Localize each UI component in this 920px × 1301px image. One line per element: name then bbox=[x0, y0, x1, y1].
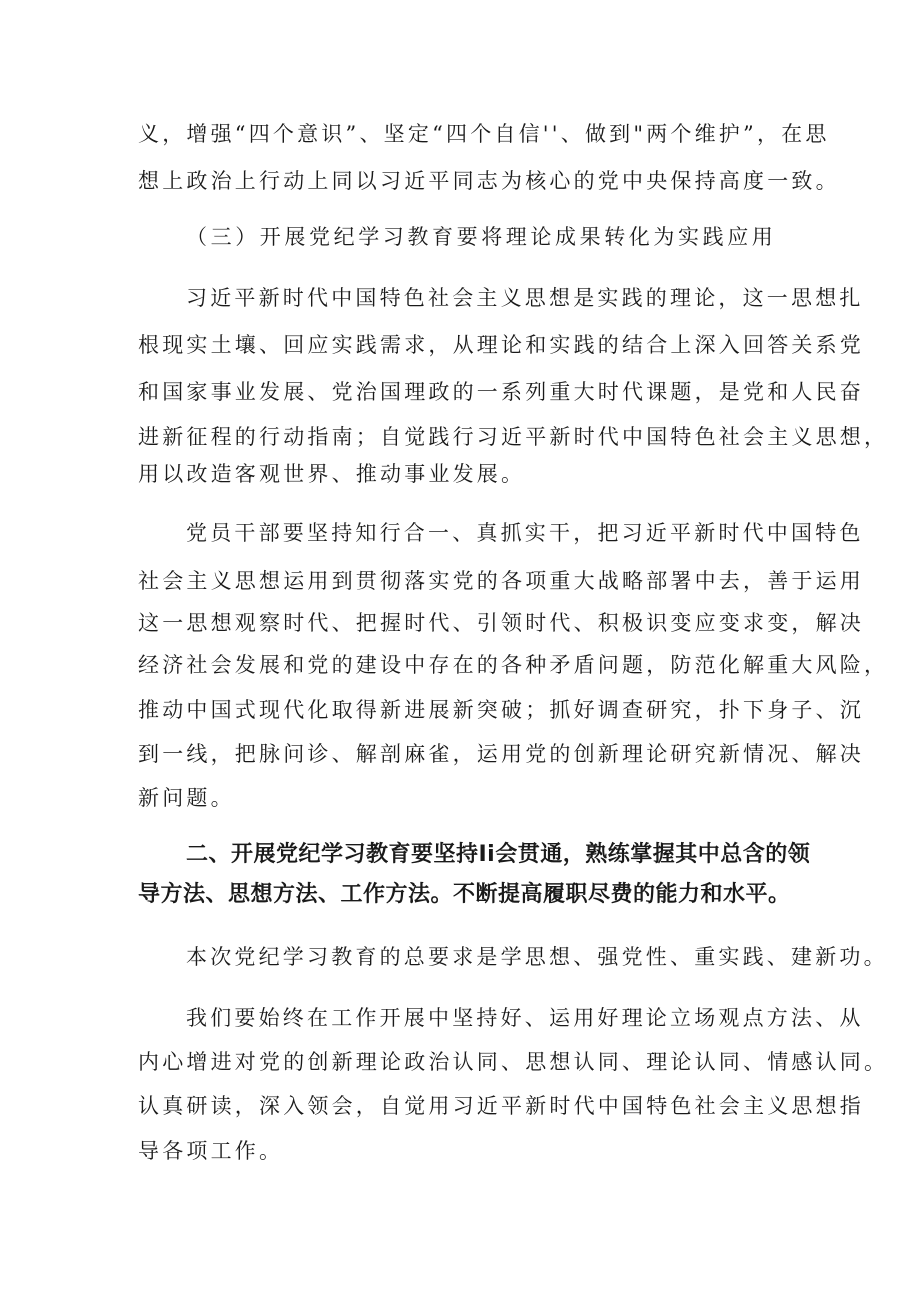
para2-line-5: 推动中国式现代化取得新进展新突破；抓好调查研究，扑下身子、沉 bbox=[138, 698, 864, 722]
para4-line-2: 内心增进对党的创新理论政治认同、思想认同、理论认同、情感认同。 bbox=[138, 1050, 889, 1074]
para2-line-2: 社会主义思想运用到贯彻落实党的各项重大战略部署中去，善于运用 bbox=[138, 569, 864, 593]
para4-line-1: 我们要始终在工作开展中坚持好、运用好理论立场观点方法、从 bbox=[186, 1006, 864, 1030]
intro-line-1: 义，增强“四个意识”、坚定“四个自信''、做到"两个维护”，在思 bbox=[138, 122, 830, 146]
para4-line-3: 认真研读，深入领会，自觉用习近平新时代中国特色社会主义思想指 bbox=[138, 1094, 864, 1118]
section-3-heading: （三）开展党纪学习教育要将理论成果转化为实践应用 bbox=[186, 225, 777, 249]
intro-line-2: 想上政治上行动上同以习近平同志为核心的党中央保持高度一致。 bbox=[138, 169, 840, 193]
para1-line-4: 进新征程的行动指南；自觉践行习近平新时代中国特色社会主义思想， bbox=[138, 425, 889, 449]
section-2-heading-line-1: 二、开展党纪学习教育要坚持Ii会贯通，熟练掌握其中总含的领 bbox=[186, 842, 811, 867]
para2-line-1: 党员干部要坚持知行合一、真抓实干，把习近平新时代中国特色 bbox=[186, 521, 864, 545]
para1-line-2: 根现实土壤、回应实践需求，从理论和实践的结合上深入回答关系党 bbox=[138, 333, 864, 357]
para1-line-3: 和国家事业发展、党治国理政的一系列重大时代课题，是党和人民奋 bbox=[138, 380, 864, 404]
para1-line-5: 用以改造客观世界、推动事业发展。 bbox=[138, 462, 526, 486]
para2-line-4: 经济社会发展和党的建设中存在的各种矛盾问题，防范化解重大风险， bbox=[138, 653, 889, 677]
para4-line-4: 导各项工作。 bbox=[138, 1139, 284, 1163]
para1-line-1: 习近平新时代中国特色社会主义思想是实践的理论，这一思想扎 bbox=[186, 286, 864, 310]
para2-line-7: 新问题。 bbox=[138, 786, 235, 810]
para3-line-1: 本次党纪学习教育的总要求是学思想、强党性、重实践、建新功。 bbox=[186, 945, 888, 969]
para2-line-6: 到一线，把脉问诊、解剖麻雀，运用党的创新理论研究新情况、解决 bbox=[138, 742, 864, 766]
para2-line-3: 这一思想观察时代、把握时代、引领时代、积极识变应变求变，解决 bbox=[138, 611, 864, 635]
section-2-heading-line-2: 导方法、思想方法、工作方法。不断提高履职尽费的能力和水平。 bbox=[138, 882, 791, 907]
